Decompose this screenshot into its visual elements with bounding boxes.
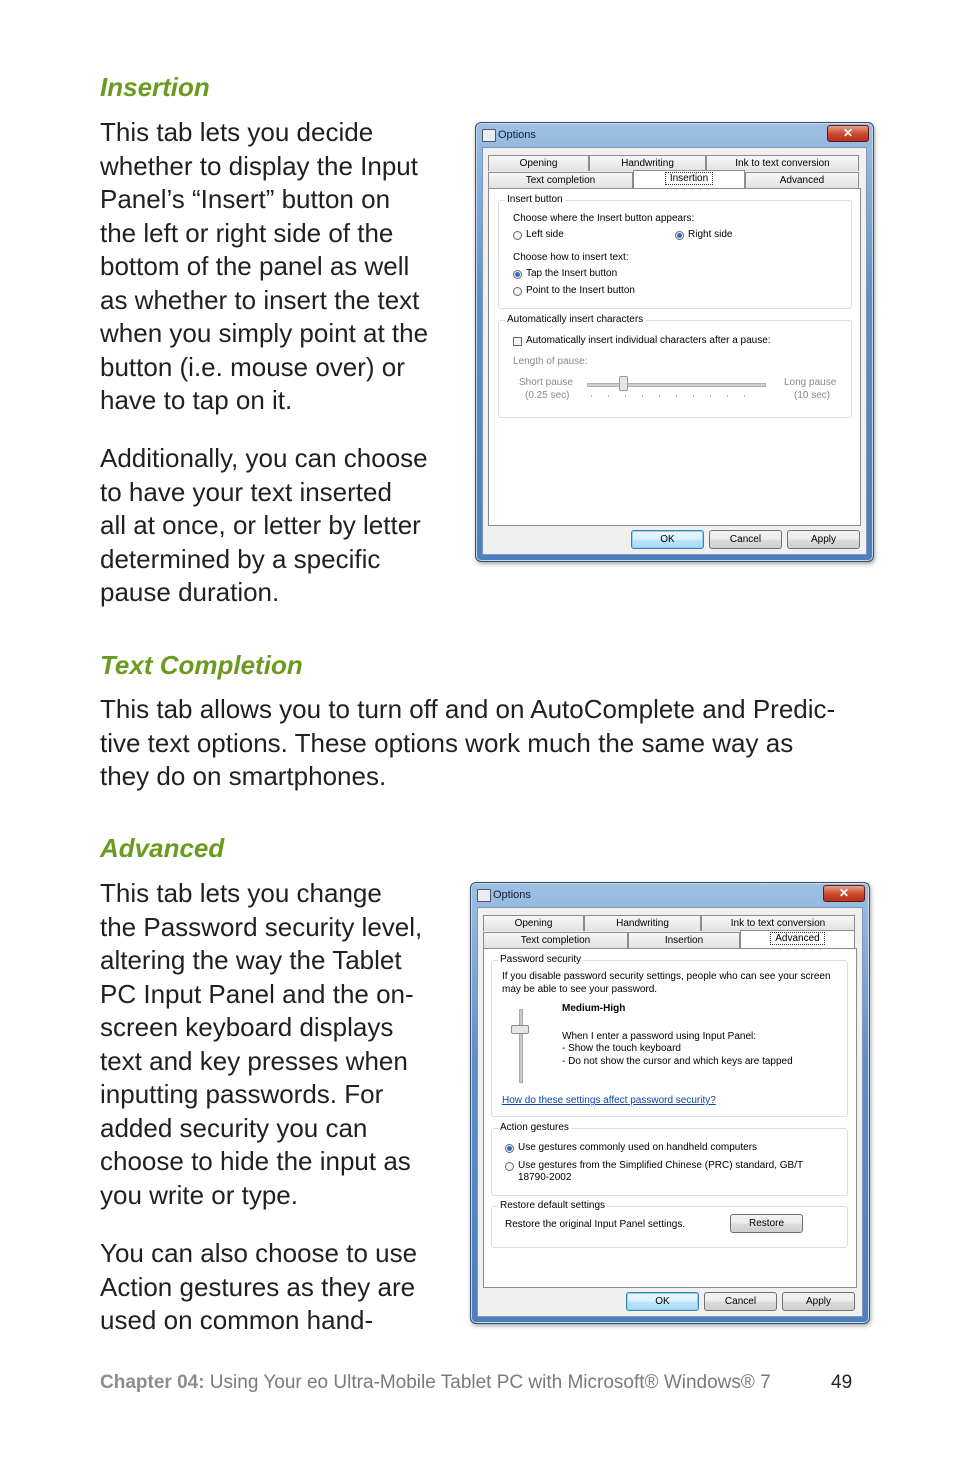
page-number: 49 xyxy=(831,1372,853,1393)
group-title: Password security xyxy=(500,954,582,965)
security-slider-track[interactable] xyxy=(519,1009,523,1083)
pause-slider-track[interactable] xyxy=(587,383,766,387)
long-pause-value: (10 sec) xyxy=(794,390,831,401)
tab-text-completion[interactable]: Text completion xyxy=(483,932,628,948)
point-label[interactable]: Point to the Insert button xyxy=(526,285,635,296)
security-level: Medium-High xyxy=(562,1003,626,1014)
left-side-radio[interactable] xyxy=(513,231,522,240)
heading-insertion: Insertion xyxy=(100,72,210,102)
tab-advanced[interactable]: Advanced xyxy=(745,172,859,188)
tap-label[interactable]: Tap the Insert button xyxy=(526,268,618,279)
chinese-gestures-label-2: 18790-2002 xyxy=(518,1172,572,1183)
length-label: Length of pause: xyxy=(513,356,588,367)
tab-insertion[interactable]: Insertion xyxy=(628,932,740,948)
cancel-button[interactable]: Cancel xyxy=(709,530,782,549)
pause-slider-thumb[interactable] xyxy=(619,376,628,391)
tab-advanced[interactable]: Advanced xyxy=(740,930,855,948)
tab-row-top xyxy=(488,155,859,171)
options-app-icon xyxy=(482,129,496,142)
close-button[interactable]: ✕ xyxy=(827,125,869,142)
advanced-paragraph-2: You can also choose to use Action gestures as they are used on common hand- xyxy=(100,1238,418,1335)
disable-warning-line2: may be able to see your password. xyxy=(502,984,658,995)
ok-button[interactable]: OK xyxy=(631,530,704,549)
apply-button[interactable]: Apply xyxy=(787,530,860,549)
insertion-paragraph-1: This tab lets you decide whether to display the Input Panel’s “Insert” button on the left or right side of the bottom of the panel as well as whether to insert the text when you simply point at the button (i.e. mouse over) or have to tap on it. xyxy=(100,117,429,415)
choose-where-label: Choose where the Insert button appears: xyxy=(513,213,695,224)
group-title: Automatically insert characters xyxy=(507,314,644,325)
chinese-gestures-label[interactable]: Use gestures from the Simplified Chinese (PRC) standard, GB/T xyxy=(518,1160,804,1171)
chapter-label: Chapter 04: xyxy=(100,1372,205,1393)
tab-row-bottom xyxy=(488,172,859,188)
tab-ink-to-text[interactable]: Ink to text conversion xyxy=(706,155,859,171)
chapter-title: Using Your eo Ultra-Mobile Tablet PC with Microsoft® Windows® 7 xyxy=(204,1372,771,1393)
pause-slider-ticks xyxy=(591,395,761,397)
close-button[interactable]: ✕ xyxy=(823,885,865,902)
common-gestures-radio[interactable] xyxy=(505,1144,514,1153)
disable-warning-line1: If you disable password security settings, people who can see your screen xyxy=(502,971,831,982)
short-pause-label: Short pause xyxy=(519,377,573,388)
apply-button[interactable]: Apply xyxy=(782,1292,855,1311)
tab-opening[interactable]: Opening xyxy=(488,155,589,171)
right-side-label[interactable]: Right side xyxy=(688,229,733,240)
right-side-radio[interactable] xyxy=(675,231,684,240)
dialog-client xyxy=(482,147,867,555)
cancel-button[interactable]: Cancel xyxy=(704,1292,777,1311)
options-app-icon xyxy=(477,889,491,902)
restore-button[interactable]: Restore xyxy=(730,1214,803,1233)
security-slider-thumb[interactable] xyxy=(511,1025,529,1034)
group-insert-button xyxy=(498,194,852,309)
group-title: Insert button xyxy=(507,194,563,205)
heading-advanced: Advanced xyxy=(100,833,225,863)
group-password-security xyxy=(491,954,848,1117)
heading-text-completion: Text Completion xyxy=(100,650,303,680)
tab-handwriting[interactable]: Handwriting xyxy=(584,915,701,931)
dialog-client xyxy=(477,907,863,1317)
group-restore-defaults xyxy=(491,1200,848,1248)
left-side-label[interactable]: Left side xyxy=(526,229,564,240)
advanced-paragraph-1: This tab lets you change the Password security level, altering the way the Tablet PC Input Panel and the on- screen keyboard displays text and key presses when inputting passwords. For added security you can choose to hide the input as you write or type. xyxy=(100,878,423,1210)
help-link[interactable]: How do these settings affect password security? xyxy=(502,1095,716,1106)
page-footer xyxy=(100,1372,771,1394)
short-pause-value: (0.25 sec) xyxy=(525,390,570,401)
restore-text: Restore the original Input Panel settings. xyxy=(505,1219,686,1230)
when-text: When I enter a password using Input Panel: xyxy=(562,1031,757,1042)
group-action-gestures xyxy=(491,1122,848,1196)
options-dialog-insertion xyxy=(475,122,874,562)
tab-insertion[interactable]: Insertion xyxy=(633,170,745,188)
text-completion-paragraph: This tab allows you to turn off and on AutoComplete and Predic- tive text options. These options work much the same way as they do on smartphones. xyxy=(100,694,836,791)
long-pause-label: Long pause xyxy=(784,377,837,388)
tab-panel xyxy=(488,188,861,526)
tab-row-bottom xyxy=(483,932,855,948)
tab-row-top xyxy=(483,915,855,931)
choose-how-label: Choose how to insert text: xyxy=(513,252,629,263)
bullet-hide-cursor: - Do not show the cursor and which keys are tapped xyxy=(562,1056,793,1067)
group-title: Restore default settings xyxy=(500,1200,606,1211)
bullet-show-keyboard: - Show the touch keyboard xyxy=(562,1043,681,1054)
chinese-gestures-radio[interactable] xyxy=(505,1162,514,1171)
options-dialog-advanced xyxy=(470,882,870,1324)
common-gestures-label[interactable]: Use gestures commonly used on handheld computers xyxy=(518,1142,758,1153)
dialog-title: Options xyxy=(493,889,531,901)
auto-insert-label[interactable]: Automatically insert individual characters after a pause: xyxy=(526,335,771,346)
tab-text-completion[interactable]: Text completion xyxy=(488,172,633,188)
auto-insert-checkbox[interactable] xyxy=(513,337,522,346)
tab-opening[interactable]: Opening xyxy=(483,915,584,931)
group-auto-insert xyxy=(498,314,852,418)
tap-radio[interactable] xyxy=(513,270,522,279)
tab-handwriting[interactable]: Handwriting xyxy=(589,155,706,171)
tab-panel xyxy=(483,948,857,1288)
dialog-title: Options xyxy=(498,129,536,141)
group-title: Action gestures xyxy=(500,1122,569,1133)
insertion-paragraph-2: Additionally, you can choose to have your text inserted all at once, or letter by letter determined by a specific pause duration. xyxy=(100,443,428,607)
tab-ink-to-text[interactable]: Ink to text conversion xyxy=(701,915,855,931)
point-radio[interactable] xyxy=(513,287,522,296)
ok-button[interactable]: OK xyxy=(626,1292,699,1311)
